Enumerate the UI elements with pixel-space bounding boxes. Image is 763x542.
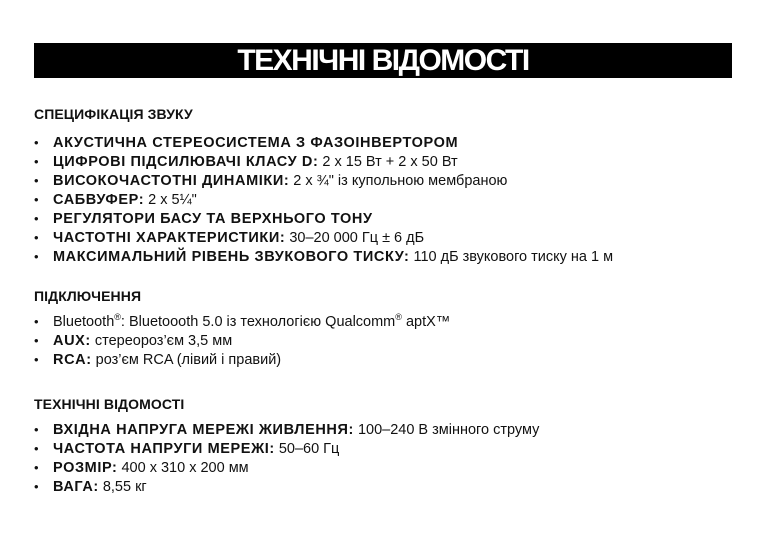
list-item: • ВИСОКОЧАСТОТНІ ДИНАМІКИ: 2 x ¾" із купольною мембраною bbox=[34, 173, 508, 189]
section-sound bbox=[34, 105, 734, 266]
list-item: • AUX: стереороз’єм 3,5 мм bbox=[34, 333, 233, 349]
section-connectivity bbox=[34, 287, 734, 369]
page-title: ТЕХНІЧНІ ВІДОМОСТІ bbox=[237, 44, 529, 77]
spec-list bbox=[34, 133, 734, 266]
section-heading: ТЕХНІЧНІ ВІДОМОСТІ bbox=[34, 396, 185, 412]
spec-list bbox=[34, 420, 734, 496]
list-item: • МАКСИМАЛЬНИЙ РІВЕНЬ ЗВУКОВОГО ТИСКУ: 110 дБ звукового тиску на 1 м bbox=[34, 249, 614, 265]
section-technical bbox=[34, 395, 734, 496]
list-item: • АКУСТИЧНА СТЕРЕОСИСТЕМА З ФАЗОІНВЕРТОРОМ bbox=[34, 135, 459, 151]
section-heading: ПІДКЛЮЧЕННЯ bbox=[34, 288, 142, 304]
list-item: • ВАГА: 8,55 кг bbox=[34, 479, 147, 495]
list-item: • Bluetooth®: Bluetoooth 5.0 із технологією Qualcomm® aptX™ bbox=[34, 312, 451, 330]
list-item: • ЧАСТОТА НАПРУГИ МЕРЕЖІ: 50–60 Гц bbox=[34, 441, 340, 457]
spec-list bbox=[34, 312, 734, 369]
list-item: • САБВУФЕР: 2 x 5¼" bbox=[34, 192, 197, 208]
section-heading: СПЕЦИФІКАЦІЯ ЗВУКУ bbox=[34, 106, 193, 122]
list-item: • РЕГУЛЯТОРИ БАСУ ТА ВЕРХНЬОГО ТОНУ bbox=[34, 211, 373, 227]
list-item: • ВХІДНА НАПРУГА МЕРЕЖІ ЖИВЛЕННЯ: 100–240 В змінного струму bbox=[34, 422, 540, 438]
list-item: • ЦИФРОВІ ПІДСИЛЮВАЧІ КЛАСУ D: 2 x 15 Вт + 2 x 50 Вт bbox=[34, 154, 458, 170]
list-item: • ЧАСТОТНІ ХАРАКТЕРИСТИКИ: 30–20 000 Гц ± 6 дБ bbox=[34, 230, 425, 246]
list-item: • RCA: роз’єм RCA (лівий і правий) bbox=[34, 352, 282, 368]
title-bar bbox=[34, 43, 732, 78]
bluetooth-line: Bluetooth®: Bluetoooth 5.0 із технологією Qualcomm® aptX™ bbox=[53, 312, 451, 330]
list-item: • РОЗМІР: 400 x 310 x 200 мм bbox=[34, 460, 249, 476]
